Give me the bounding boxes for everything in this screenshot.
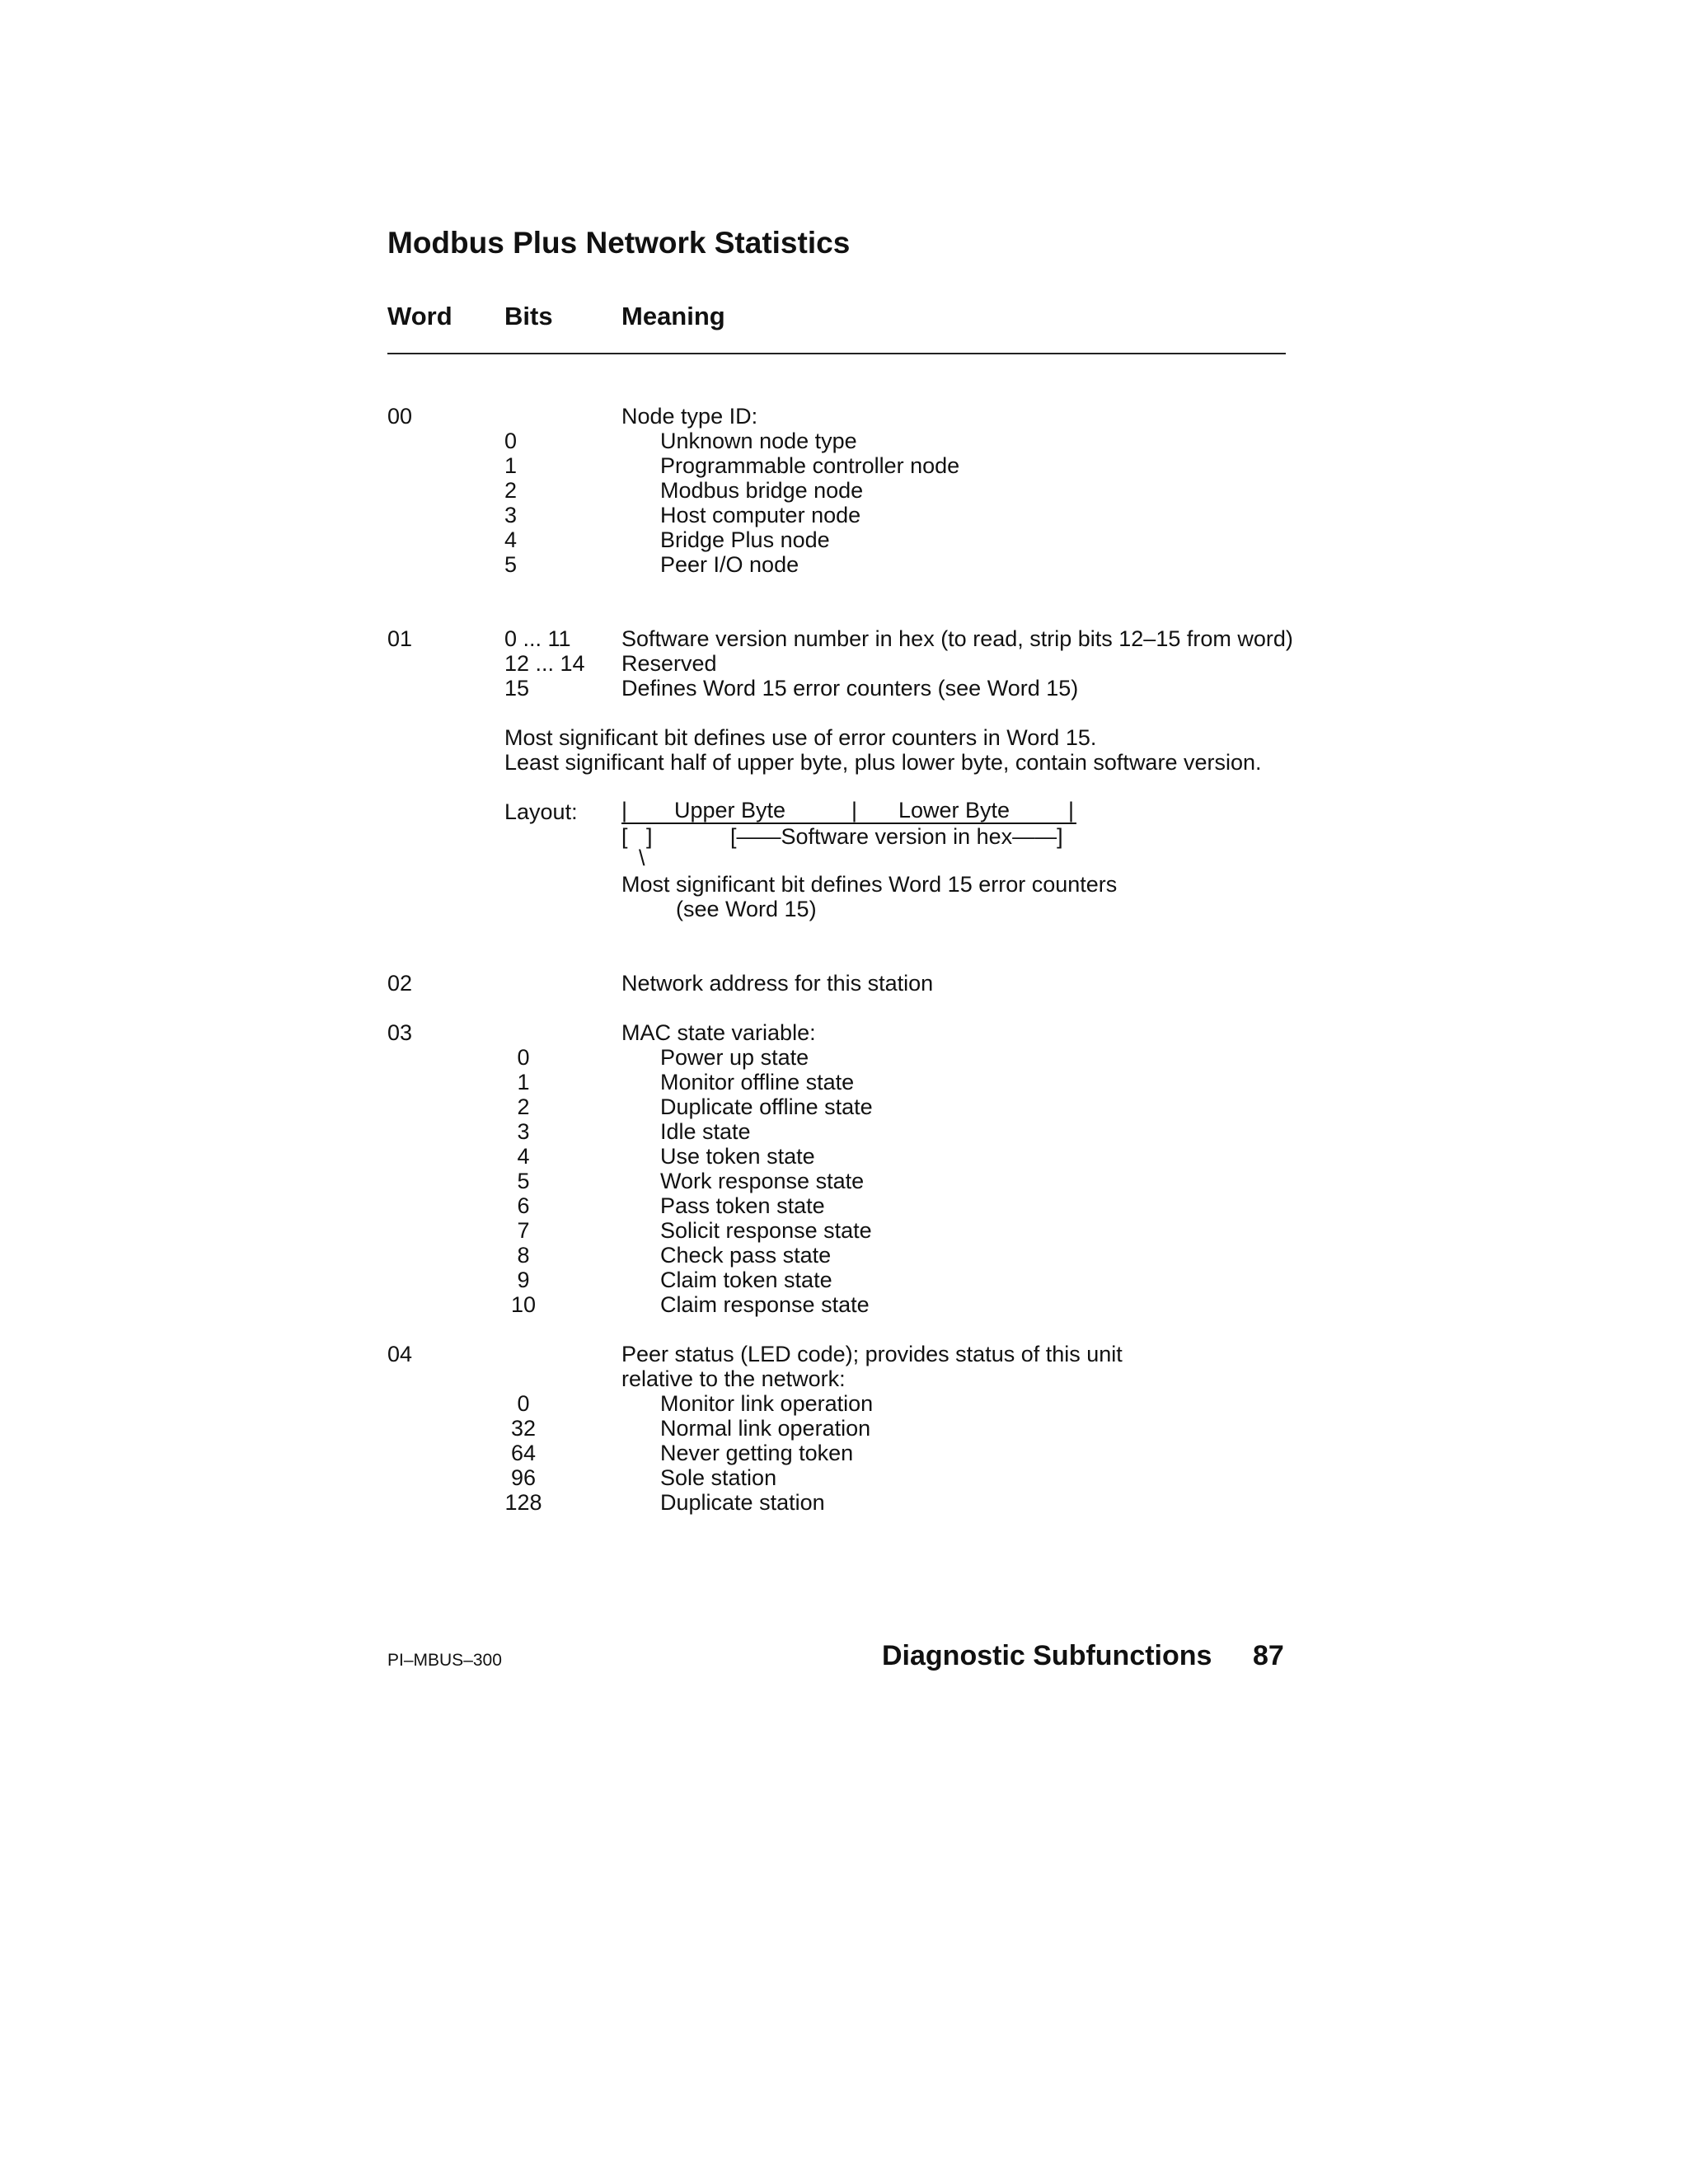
word-03-bit: 9	[517, 1268, 530, 1292]
word-00-bit: 5	[504, 552, 518, 577]
word-04-item: Sole station	[660, 1465, 777, 1490]
word-00-item: Bridge Plus node	[660, 527, 830, 552]
word-04-meaning: Peer status (LED code); provides status of this unit	[621, 1342, 1123, 1366]
word-01-number: 01	[387, 626, 413, 651]
word-02-number: 02	[387, 971, 413, 996]
layout-msb-note: Most significant bit defines Word 15 error counters	[621, 872, 1118, 897]
word-03-meaning: MAC state variable:	[621, 1020, 816, 1045]
word-04-item: Monitor link operation	[660, 1391, 874, 1416]
word-03-bit: 5	[517, 1169, 530, 1193]
word-01-note: Most significant bit defines use of error counters in Word 15.	[504, 725, 1097, 750]
layout-see-word-15: (see Word 15)	[676, 897, 817, 921]
word-03-item: Check pass state	[660, 1243, 832, 1268]
word-03-item: Use token state	[660, 1144, 815, 1169]
word-00-bit: 0	[504, 429, 518, 453]
column-header-bits: Bits	[504, 302, 553, 330]
word-04-bit: 32	[510, 1416, 537, 1441]
word-04-meaning: relative to the network:	[621, 1366, 846, 1391]
word-01-bit: 15	[504, 676, 530, 701]
page-title: Modbus Plus Network Statistics	[387, 226, 851, 260]
word-00-item: Programmable controller node	[660, 453, 960, 478]
word-03-item: Claim response state	[660, 1292, 870, 1317]
layout-software-bracket: [——Software version in hex——]	[730, 824, 1063, 849]
word-00-bit: 4	[504, 527, 518, 552]
word-04-item: Normal link operation	[660, 1416, 871, 1441]
word-03-bit: 7	[517, 1218, 530, 1243]
header-rule	[387, 353, 1286, 354]
word-00-item: Modbus bridge node	[660, 478, 864, 503]
word-01-note: Least significant half of upper byte, plus lower byte, contain software version.	[504, 750, 1262, 775]
column-header-meaning: Meaning	[621, 302, 725, 330]
word-04-bit: 128	[504, 1490, 542, 1515]
word-03-bit: 3	[517, 1119, 530, 1144]
word-03-number: 03	[387, 1020, 413, 1045]
word-03-bit: 4	[517, 1144, 530, 1169]
word-03-item: Pass token state	[660, 1193, 825, 1218]
word-00-item: Host computer node	[660, 503, 861, 527]
layout-byte-bar	[621, 798, 1076, 824]
word-04-bit: 0	[517, 1391, 530, 1416]
word-04-item: Never getting token	[660, 1441, 854, 1465]
layout-bar-mid: |	[851, 798, 858, 823]
word-04-number: 04	[387, 1342, 413, 1366]
word-03-item: Claim token state	[660, 1268, 832, 1292]
layout-label: Layout:	[504, 799, 578, 824]
word-04-bit: 96	[510, 1465, 537, 1490]
word-03-bit: 6	[517, 1193, 530, 1218]
word-03-bit: 0	[517, 1045, 530, 1070]
footer-section-title: Diagnostic Subfunctions	[882, 1640, 1212, 1671]
word-03-item: Power up state	[660, 1045, 809, 1070]
layout-msb-bracket: [ ]	[621, 824, 653, 849]
word-04-item: Duplicate station	[660, 1490, 825, 1515]
layout-backslash: \	[639, 846, 645, 870]
page-number: 87	[1253, 1640, 1284, 1671]
word-00-item: Peer I/O node	[660, 552, 799, 577]
word-00-bit: 2	[504, 478, 518, 503]
word-00-meaning: Node type ID:	[621, 404, 758, 429]
word-03-bit: 8	[517, 1243, 530, 1268]
word-01-meaning: Software version number in hex (to read, strip bits 12–15 from word)	[621, 626, 1293, 651]
word-01-bit: 12 ... 14	[504, 651, 585, 676]
layout-upper-byte: Upper Byte	[674, 798, 786, 823]
layout-lower-byte: Lower Byte	[898, 798, 1010, 823]
word-03-item: Work response state	[660, 1169, 865, 1193]
layout-bar-right: |	[1068, 798, 1075, 823]
word-03-item: Idle state	[660, 1119, 751, 1144]
word-04-bit: 64	[510, 1441, 537, 1465]
footer-doc-id: PI–MBUS–300	[387, 1651, 502, 1670]
word-03-bit: 10	[510, 1292, 537, 1317]
word-00-bit: 1	[504, 453, 518, 478]
word-01-meaning: Defines Word 15 error counters (see Word 15)	[621, 676, 1079, 701]
word-01-meaning: Reserved	[621, 651, 717, 676]
word-00-bit: 3	[504, 503, 518, 527]
word-03-item: Monitor offline state	[660, 1070, 855, 1094]
word-01-bit: 0 ... 11	[504, 626, 571, 651]
layout-bar-left: |	[621, 798, 628, 823]
word-03-item: Duplicate offline state	[660, 1094, 873, 1119]
word-03-bit: 1	[517, 1070, 530, 1094]
word-00-number: 00	[387, 404, 413, 429]
word-03-item: Solicit response state	[660, 1218, 872, 1243]
word-03-bit: 2	[517, 1094, 530, 1119]
word-00-item: Unknown node type	[660, 429, 857, 453]
column-header-word: Word	[387, 302, 452, 330]
word-02-meaning: Network address for this station	[621, 971, 934, 996]
